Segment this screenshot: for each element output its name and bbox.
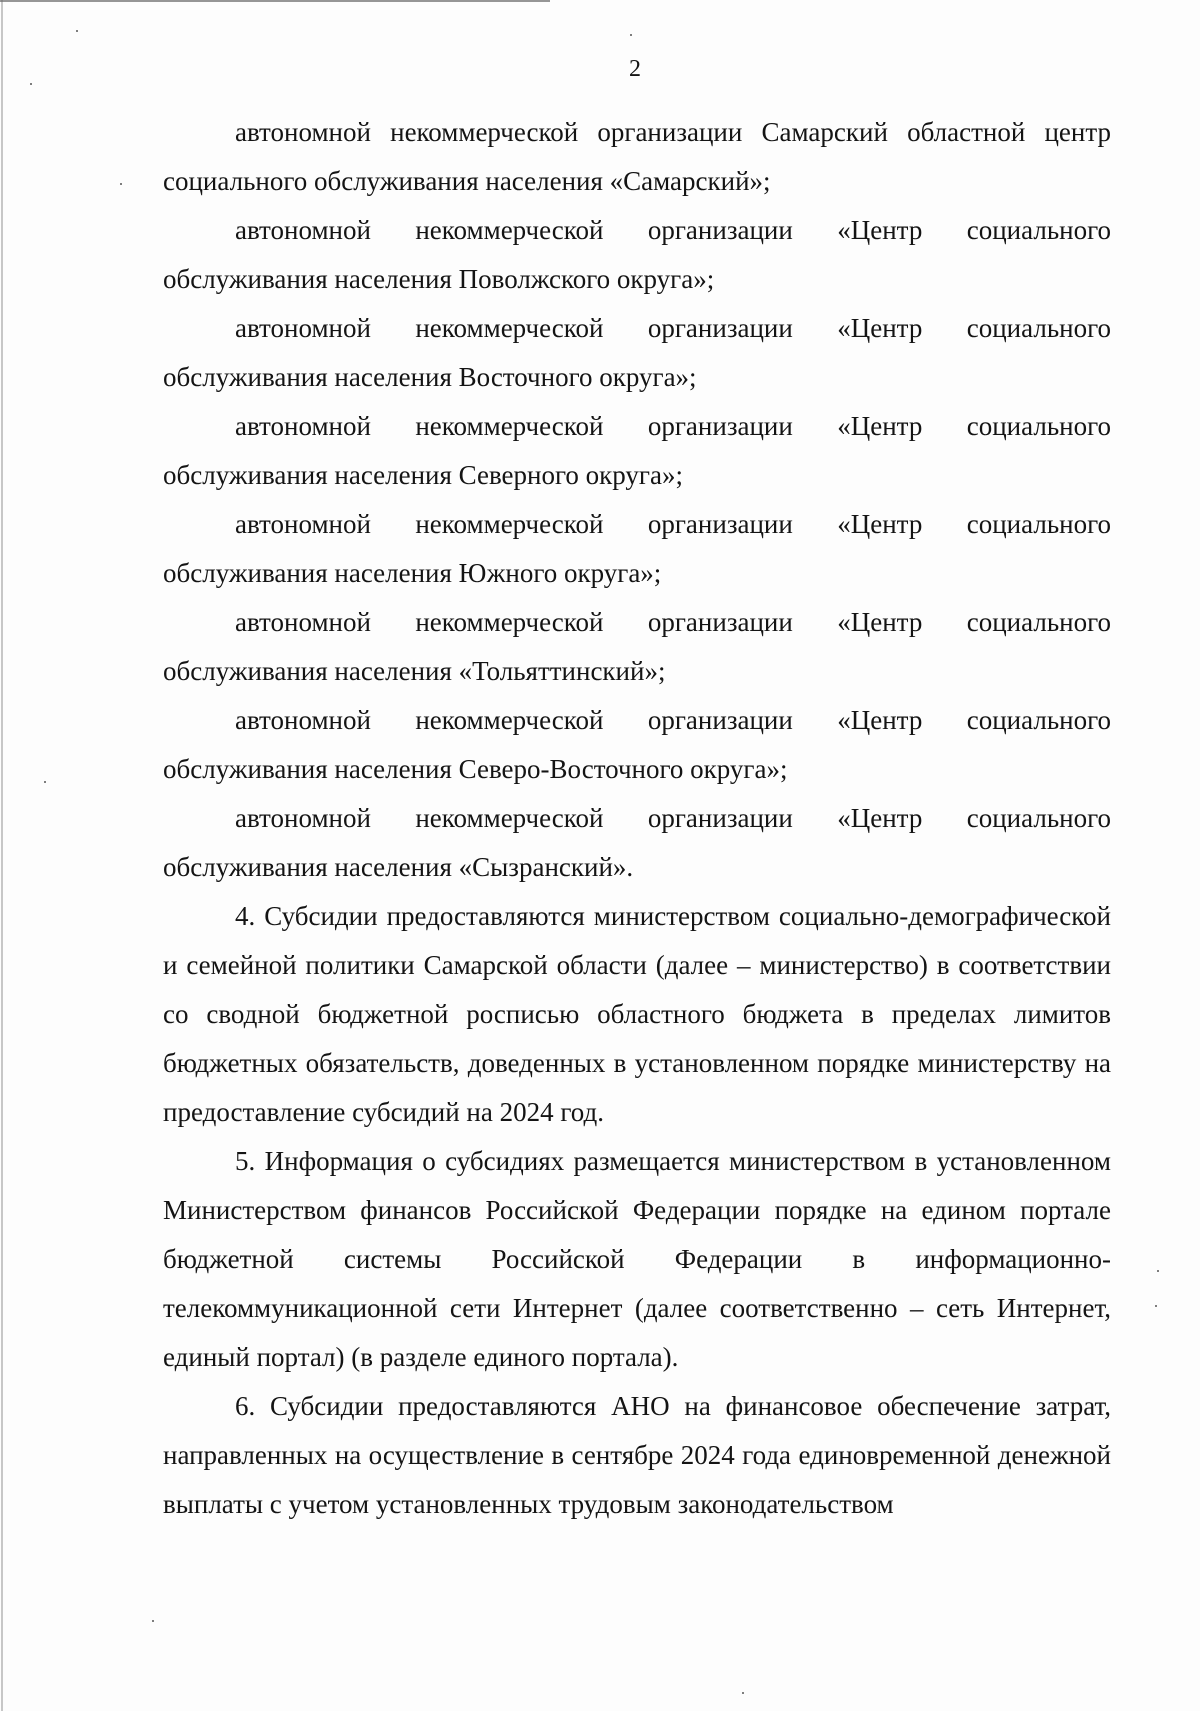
paragraph-item-6: 6. Субсидии предоставляются АНО на финансовое обеспечение затрат, направленных на осуществление в сентябре 2024 года единовременной денежной выплаты с учетом установленных трудовым законодательством (163, 1391, 1111, 1519)
page-number: 2 (629, 56, 641, 82)
scan-speck (1157, 1270, 1159, 1272)
paragraph-ano-syzransky: автономной некоммерческой организации «Центр социального обслуживания населения «Сызранский». (163, 803, 1111, 882)
paragraph-ano-yuzhny: автономной некоммерческой организации «Центр социального обслуживания населения Южного округа»; (163, 509, 1111, 588)
scan-speck (152, 1620, 154, 1622)
paragraph-ano-severny: автономной некоммерческой организации «Центр социального обслуживания населения Северного округа»; (163, 411, 1111, 490)
scan-edge-left (1, 0, 3, 1711)
scan-speck (120, 183, 122, 185)
scan-speck (742, 1692, 744, 1694)
scan-speck (30, 83, 32, 85)
scan-edge-top (0, 0, 550, 2)
scan-speck (1155, 1305, 1157, 1307)
paragraph-ano-povolzhsky: автономной некоммерческой организации «Центр социального обслуживания населения Поволжского округа»; (163, 215, 1111, 294)
document-body (163, 108, 1111, 1529)
scan-speck (76, 30, 78, 32)
scan-speck (44, 781, 46, 783)
paragraph-ano-severo-vostochny: автономной некоммерческой организации «Центр социального обслуживания населения Северо-Восточного округа»; (163, 705, 1111, 784)
paragraph-ano-samarsky: автономной некоммерческой организации Самарский областной центр социального обслуживания населения «Самарский»; (163, 117, 1111, 196)
paragraph-ano-vostochny: автономной некоммерческой организации «Центр социального обслуживания населения Восточного округа»; (163, 313, 1111, 392)
scan-speck (630, 34, 632, 36)
paragraph-ano-tolyattinsky: автономной некоммерческой организации «Центр социального обслуживания населения «Тольяттинский»; (163, 607, 1111, 686)
paragraph-item-5: 5. Информация о субсидиях размещается министерством в установленном Министерством финансов Российской Федерации порядке на едином портале бюджетной системы Российской Федерации в информационно-телекоммуникационной сети Интернет (далее соответственно – сеть Интернет, единый портал) (в разделе единого портала). (163, 1146, 1111, 1372)
paragraph-item-4: 4. Субсидии предоставляются министерством социально-демографической и семейной политики Самарской области (далее – министерство) в соответствии со сводной бюджетной росписью областного бюджета в пределах лимитов бюджетных обязательств, доведенных в установленном порядке министерству на предоставление субсидий на 2024 год. (163, 901, 1111, 1127)
